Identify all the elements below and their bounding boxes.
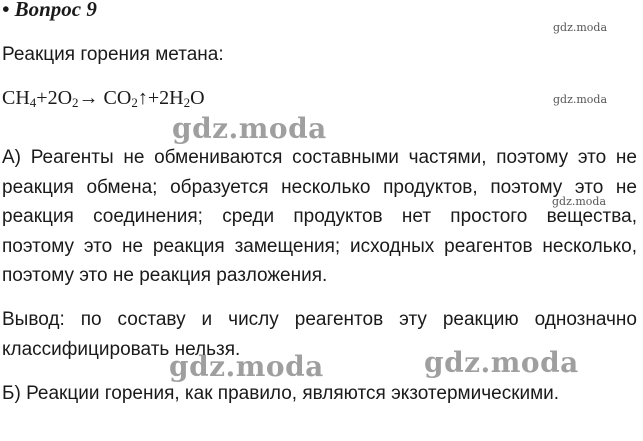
- question-heading: • Вопрос 9: [2, 0, 97, 21]
- conclusion-line: классифицировать нельзя.: [2, 338, 241, 360]
- reaction-title: Реакция горения метана:: [2, 44, 224, 65]
- eq-up-h: ↑+2H: [137, 87, 184, 109]
- watermark-large: gdz.moda: [424, 346, 579, 379]
- paragraph-a-line: реакция соединения; среди продуктов нет простого вещества,: [2, 206, 637, 227]
- paragraph-a: [2, 143, 637, 291]
- paragraph-a-line: поэтому это не реакция разложения.: [2, 265, 328, 286]
- eq-ch: CH: [2, 87, 30, 109]
- watermark-large: gdz.moda: [172, 112, 327, 145]
- paragraph-b: Б) Реакции горения, как правило, являются экзотермическими.: [2, 383, 560, 404]
- eq-arrow-co: → CO: [78, 87, 132, 109]
- eq-plus-o: +2O: [36, 87, 73, 109]
- paragraph-a-line: поэтому это не реакция замещения; исходных реагентов несколько,: [2, 235, 637, 257]
- eq-h-sub: 2: [183, 95, 191, 110]
- watermark-small: gdz.moda: [552, 195, 607, 208]
- reaction-equation: [2, 85, 205, 111]
- paragraph-a-line: реакция обмена; образуется несколько продуктов, поэтому это не: [2, 176, 637, 198]
- watermark-small: gdz.moda: [553, 93, 608, 106]
- paragraph-a-line: А) Реагенты не обмениваются составными частями, поэтому это не: [2, 147, 637, 168]
- eq-co-sub: 2: [131, 95, 138, 110]
- eq-ch-sub: 4: [29, 95, 37, 110]
- eq-tail: O: [190, 87, 205, 109]
- conclusion-line: Вывод: по составу и числу реагентов эту реакцию однозначно: [2, 309, 637, 330]
- watermark-small: gdz.moda: [553, 21, 608, 34]
- eq-o-sub: 2: [72, 95, 79, 110]
- watermark-large: gdz.moda: [169, 350, 324, 383]
